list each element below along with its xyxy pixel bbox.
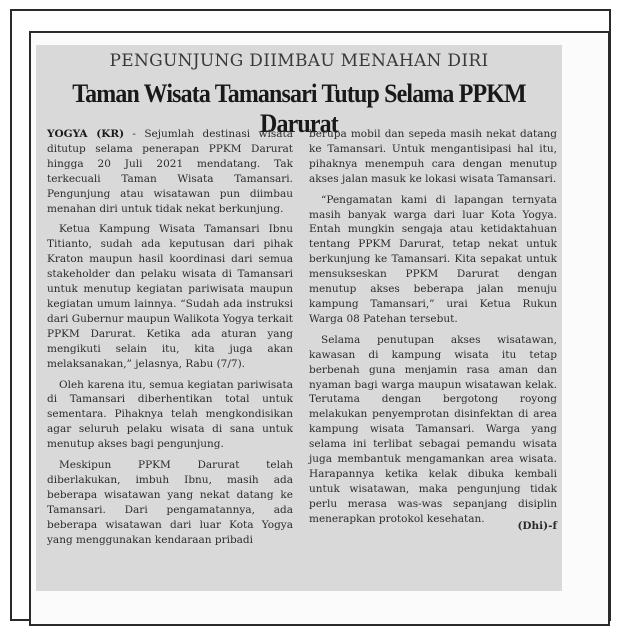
article-signoff: (Dhi)-f	[517, 519, 557, 532]
newspaper-clipping	[36, 45, 562, 591]
article-column-left	[47, 127, 293, 553]
article-headline: Taman Wisata Tamansari Tutup Selama PPKM Darurat	[72, 79, 526, 138]
article-paragraph: Oleh karena itu, semua kegiatan pariwisata di Tamansari diberhentikan total untuk sementara. Pihaknya telah mengkondisikan agar seluruh pelaku wisata di sana untuk menutup akses bagi pengunjung.	[47, 378, 293, 451]
article-paragraph: Meskipun PPKM Darurat telah diberlakukan, imbuh Ibnu, masih ada beberapa wisatawan yang nekat datang ke Tamansari. Dari pengamatannya, ada beberapa wisatawan dari luar Kota Yogya yang menggunakan kendaraan pribadi	[47, 459, 293, 546]
article-column-right	[309, 127, 557, 533]
article-paragraph: Ketua Kampung Wisata Tamansari Ibnu Titianto, sudah ada keputusan dari pihak Kraton maupun hasil koordinasi dari semua stakeholder dan pelaku wisata di Tamansari untuk menutup kegiatan pariwisata maupun kegiatan umum lainnya. “Sudah ada instruksi dari Gubernur maupun Walikota Yogya terkait PPKM Darurat. Ketika ada aturan yang mengikuti selain itu, kita juga akan melaksanakan,” jelasnya, Rabu (7/7).	[47, 223, 293, 370]
article-paragraph: Selama penutupan akses wisatawan, kawasan di kampung wisata itu tetap berbenah guna menjamin rasa aman dan nyaman bagi warga maupun wisatawan kelak. Terutama dengan bergotong royong melakukan penyemprotan disinfektan di area kampung wisata Tamansari. Warga yang selama ini terlibat sebagai pemandu wisata juga membantuk mengamankan area wisata. Harapannya ketika kelak dibuka kembali untuk wisatawan, maka pengunjung tidak perlu merasa was-was sepanjang disiplin menerapkan protokol kesehatan.	[309, 333, 557, 525]
article-paragraph: “Pengamatan kami di lapangan ternyata masih banyak warga dari luar Kota Yogya. Entah mungkin sengaja atau ketidaktahuan tentang PPKM Darurat, tetap nekat untuk berkunjung ke Tamansari. Kita sepakat untuk mensukseskan PPKM Darurat dengan menutup akses beberapa jalan menuju kampung Tamansari,” urai Ketua Rukun Warga 08 Patehan tersebut.	[309, 193, 557, 325]
article-dateline: YOGYA (KR)	[47, 128, 125, 140]
article-kicker: PENGUNJUNG DIIMBAU MENAHAN DIRI	[109, 51, 489, 71]
article-paragraph: berupa mobil dan sepeda masih nekat datang ke Tamansari. Untuk mengantisipasi hal itu, pihaknya menempuh cara dengan menutup akses jalan masuk ke lokasi wisata Tamansari.	[309, 128, 557, 185]
article-paragraph: YOGYA (KR) - Sejumlah destinasi wisata ditutup selama penerapan PPKM Darurat hingga 20 Juli 2021 mendatang. Tak terkecuali Taman Wisata Tamansari. Pengunjung atau wisatawan pun diimbau menahan diri untuk tidak nekat berkunjung.	[47, 128, 293, 215]
